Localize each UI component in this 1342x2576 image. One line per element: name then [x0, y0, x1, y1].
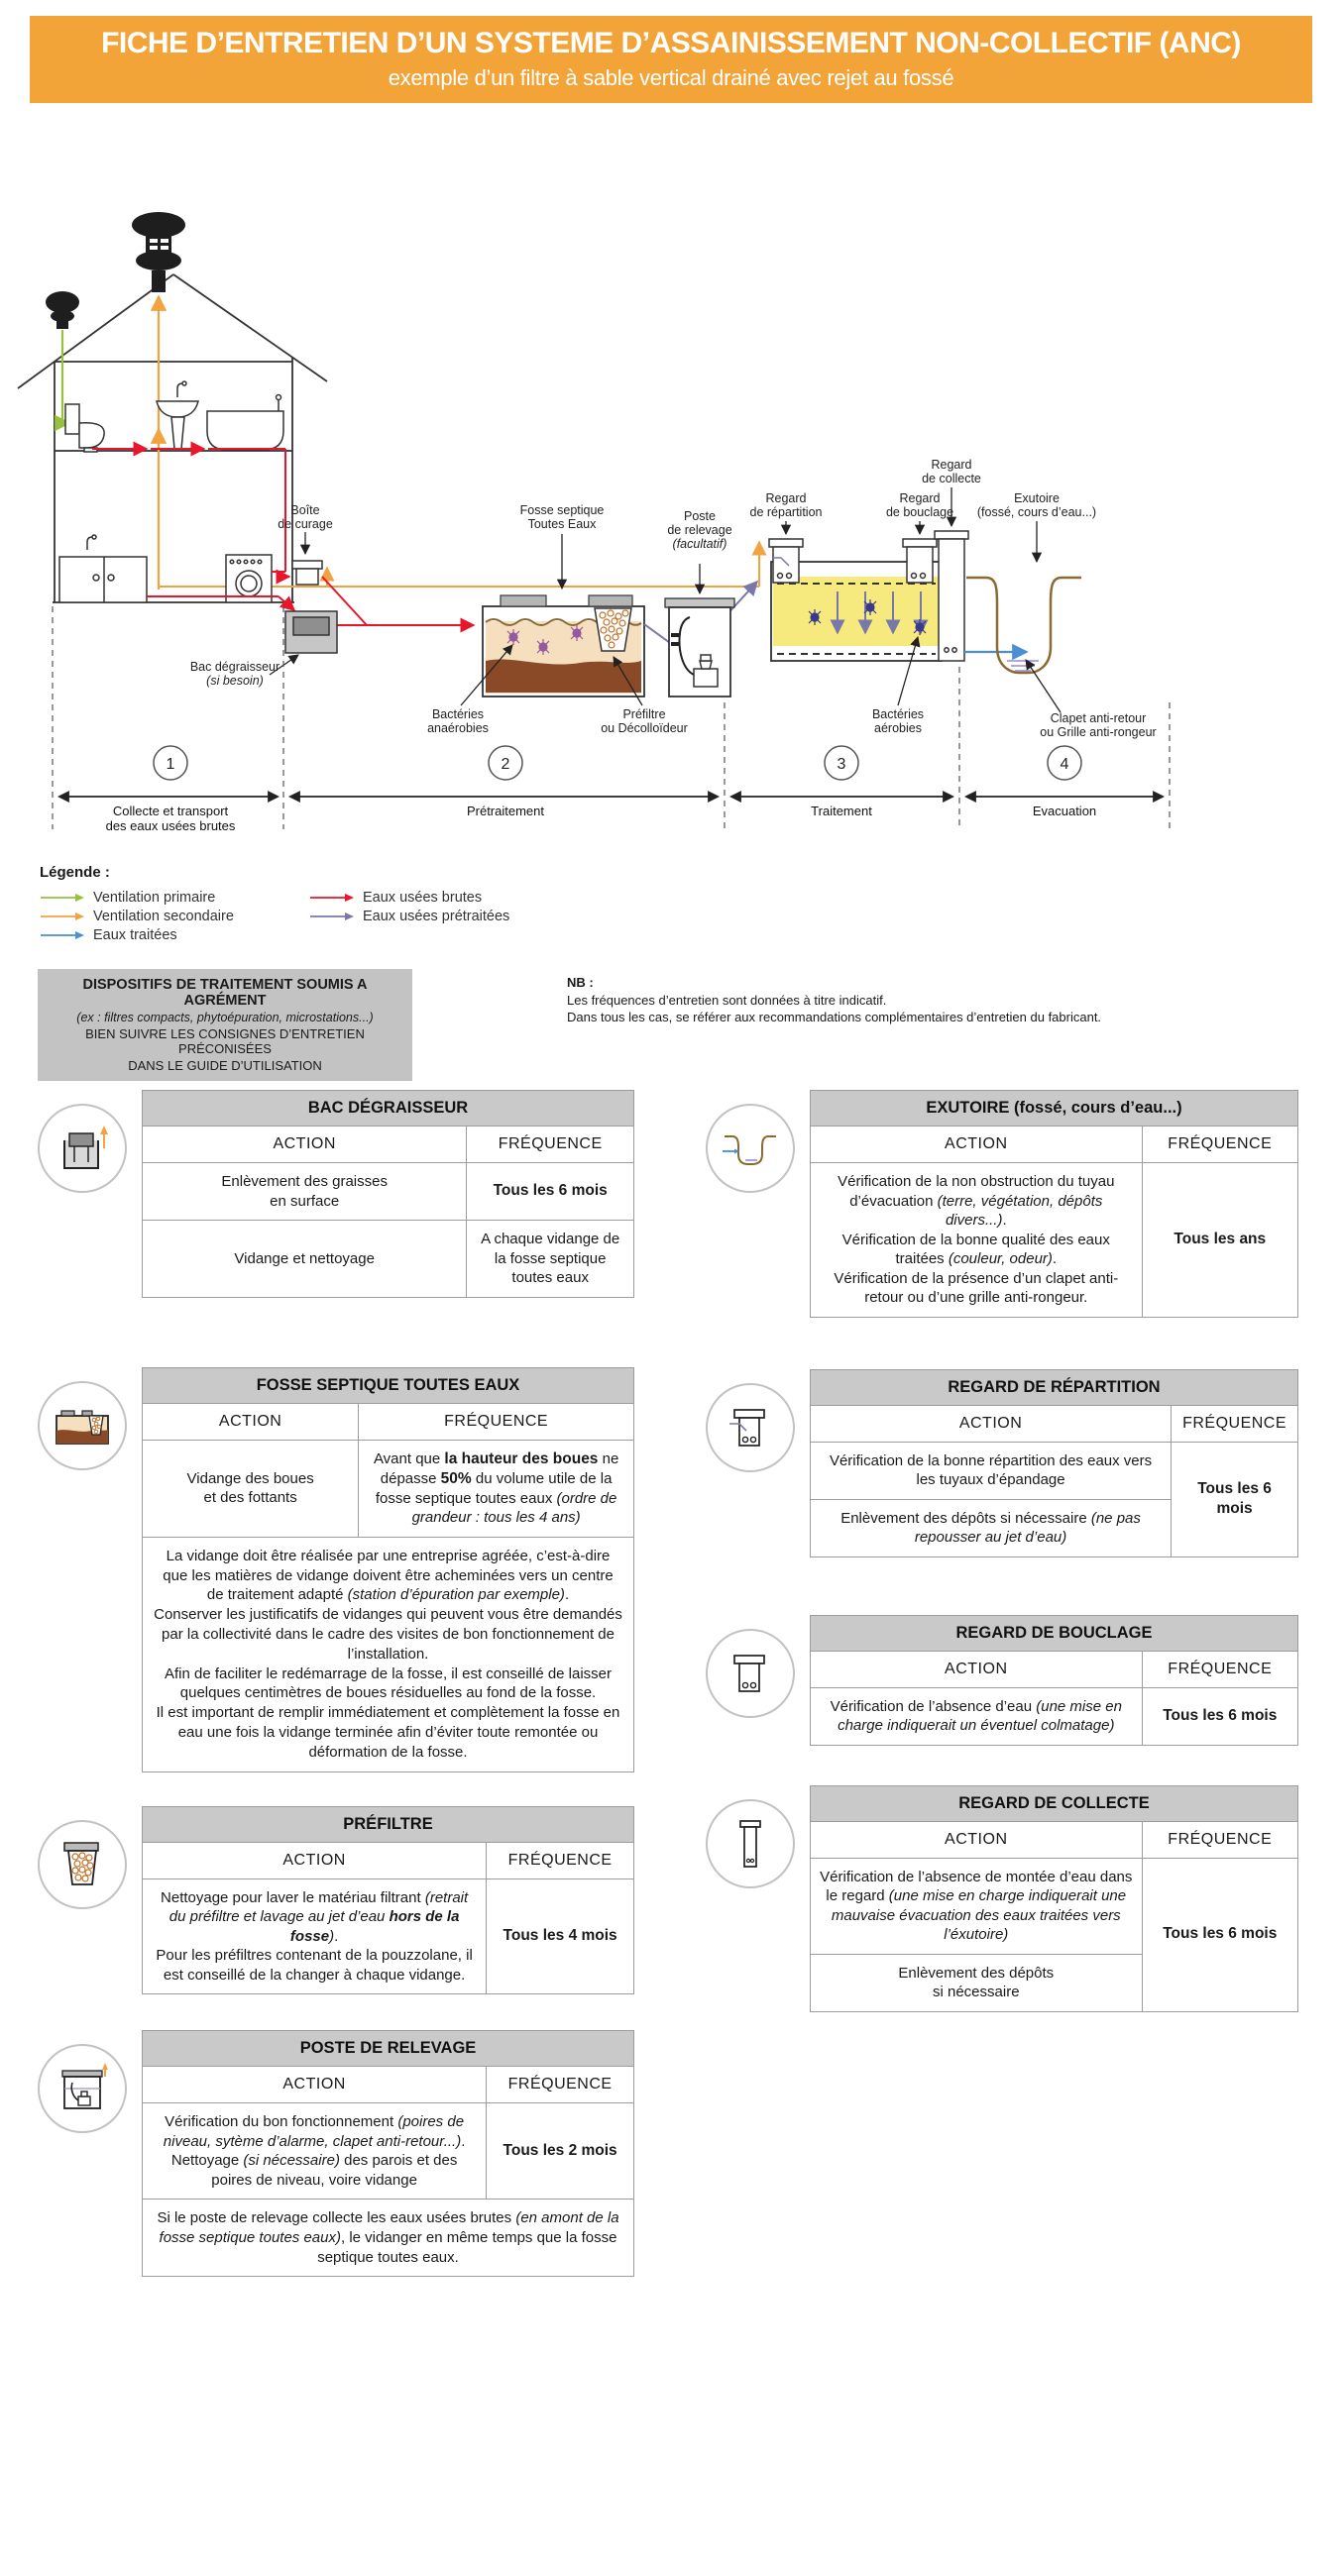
poste-relevage-icon: [38, 2044, 127, 2133]
regard-repartition: [769, 539, 803, 583]
header-band: [30, 16, 1312, 103]
table-cell: Vérification du bon fonctionnement (poires de niveau, sytème d’alarme, clapet anti-retour...). Nettoyage (si nécessaire) des parois et des poires de niveau, voire vidange: [143, 2103, 487, 2200]
table-note: La vidange doit être réalisée par une entreprise agréée, c’est-à-dire que les matières de vidange doivent être acheminées vers un centre de traitement adapté (station d’épuration par exemple). Conserver les justificatifs de vidanges qui peuvent vous être demandés par la collectivité dans le cadre des visites de bon fonctionnement de l’installation. Afin de faciliter le redémarrage de la fosse, il est conseillé de laisser quelques centimètres de boues résiduelles au fond de la fosse. Il est important de remplir immédiatement et complètement la fosse en eau une fois la vidange terminée afin d’éviter toute remontée ou déformation de la fosse.: [143, 1537, 634, 1771]
regard-collecte-table: REGARD DE COLLECTE ACTION FRÉQUENCE Vérification de l’absence de montée d’eau dans le regard (une mise en charge indiquerait une mauvaise évacuation des eaux traitées vers l’éxutoire) Tous les 6 mois Enlèvement des dépôts si nécessaire: [810, 1785, 1298, 2012]
svg-text:anaérobies: anaérobies: [427, 721, 489, 735]
legend-item-eaux-traitees: Eaux traitées: [40, 925, 309, 944]
svg-text:4: 4: [1060, 756, 1069, 773]
regard-bouclage-table: REGARD DE BOUCLAGE ACTION FRÉQUENCE Vérification de l’absence d’eau (une mise en charge indiquerait un éventuel colmatage) Tous les 6 mois: [810, 1615, 1298, 1746]
legend-item-eaux-usees-pretraitees: Eaux usées prétraitées: [309, 907, 579, 925]
phase-4-label: Evacuation: [1032, 804, 1097, 818]
regard-collecte-label: Regard: [931, 458, 972, 472]
table-cell: Vérification de la bonne répartition des eaux vers les tuyaux d’épandage: [811, 1442, 1172, 1499]
svg-text:2: 2: [501, 756, 510, 773]
exutoire-section: [706, 1090, 1298, 1318]
regard-repartition-icon: [706, 1383, 795, 1472]
svg-text:de relevage: de relevage: [667, 523, 732, 537]
table-cell: Tous les 2 mois: [487, 2103, 634, 2200]
fosse-septique-table: FOSSE SEPTIQUE TOUTES EAUX ACTION FRÉQUENCE Vidange des boues et des fottants Avant que la hauteur des boues ne dépasse 50% du volume utile de la fosse septique toutes eaux (ordre de grandeur : tous les 4 ans) La vidange doit être réalisée par une entreprise agréée, c’est-à-dire que les matières de vidange doivent être acheminées vers un centre de traitement adapté (station d’épuration par exemple). Conserver les justificatifs de vidanges qui peuvent vous être demandés par la collectivité dans le cadre des visites de bon fonctionnement de l’installation. Afin de faciliter le redémarrage de la fosse, il est conseillé de laisser quelques centimètres de boues résiduelles au fond de la fosse. Il est important de remplir immédiatement et complètement la fosse en eau une fois la vidange terminée afin d’éviter toute remontée ou déformation de la fosse.: [142, 1367, 634, 1772]
svg-text:de curage: de curage: [278, 517, 333, 531]
table-cell: Enlèvement des graisses en surface: [143, 1163, 467, 1221]
table-title: EXUTOIRE (fossé, cours d’eau...): [811, 1091, 1298, 1127]
table-cell: Vérification de l’absence d’eau (une mise en charge indiquerait un éventuel colmatage): [811, 1687, 1143, 1745]
fosse-exutoire: [966, 578, 1081, 673]
legend-item-ventilation-primaire: Ventilation primaire: [40, 888, 309, 907]
prefiltre-icon: [38, 1820, 127, 1909]
exutoire-label: Exutoire: [1014, 491, 1060, 505]
regard-bouclage-label: Regard: [899, 491, 941, 505]
phase-1-label: Collecte et transport: [112, 804, 229, 818]
agrement-notice-box: DISPOSITIFS DE TRAITEMENT SOUMIS A AGRÉMENT (ex : filtres compacts, phytoépuration, microstations...) BIEN SUIVRE LES CONSIGNES D’ENTRETIEN PRÉCONISÉES DANS LE GUIDE D’UTILISATION: [38, 969, 412, 1081]
svg-text:ou Grille anti-rongeur: ou Grille anti-rongeur: [1040, 725, 1157, 739]
table-cell: Tous les 6 mois: [1142, 1858, 1297, 2011]
phase-arrows: [59, 793, 1163, 802]
bac-degraisseur-table: BAC DÉGRAISSEUR ACTION FRÉQUENCE Enlèvement des graisses en surface Tous les 6 mois Vidange et nettoyage A chaque vidange de la fosse septique toutes eaux: [142, 1090, 634, 1298]
table-title: PRÉFILTRE: [143, 1806, 634, 1842]
legend-item-ventilation-secondaire: Ventilation secondaire: [40, 907, 309, 925]
legend: [40, 864, 579, 944]
bac-degraisseur-icon: [38, 1104, 127, 1193]
table-title: FOSSE SEPTIQUE TOUTES EAUX: [143, 1367, 634, 1403]
fosse-septique-label: Fosse septique: [519, 503, 605, 517]
page-subtitle: exemple d’un filtre à sable vertical drainé avec rejet au fossé: [388, 64, 954, 90]
table-cell: Avant que la hauteur des boues ne dépasse 50% du volume utile de la fosse septique toutes eaux (ordre de grandeur : tous les 4 ans): [359, 1440, 634, 1537]
svg-text:ou Décolloïdeur: ou Décolloïdeur: [601, 721, 688, 735]
poste-relevage-section: [38, 2030, 634, 2277]
poste-relevage-table: POSTE DE RELEVAGE ACTION FRÉQUENCE Vérification du bon fonctionnement (poires de niveau, sytème d’alarme, clapet anti-retour...). Nettoyage (si nécessaire) des parois et des poires de niveau, voire vidange Tous les 2 mois Si le poste de relevage collecte les eaux usées brutes (en amont de la fosse septique toutes eaux), le vidanger en même temps que la fosse septique toutes eaux.: [142, 2030, 634, 2277]
system-diagram: [0, 114, 1342, 837]
arrow-icon: [309, 912, 355, 921]
table-note: Si le poste de relevage collecte les eaux usées brutes (en amont de la fosse septique toutes eaux), le vidanger en même temps que la fosse septique toutes eaux.: [143, 2200, 634, 2277]
svg-text:de répartition: de répartition: [749, 505, 823, 519]
svg-text:Toutes Eaux: Toutes Eaux: [527, 517, 597, 531]
phase-2-label: Prétraitement: [466, 804, 545, 818]
arrow-icon: [40, 893, 85, 903]
svg-text:des eaux usées brutes: des eaux usées brutes: [105, 818, 236, 833]
table-cell: Tous les 4 mois: [487, 1878, 634, 1994]
svg-text:(fossé, cours d’eau...): (fossé, cours d’eau...): [976, 505, 1097, 519]
regard-bouclage-icon: [706, 1629, 795, 1718]
exutoire-table: EXUTOIRE (fossé, cours d’eau...) ACTION FRÉQUENCE Vérification de la non obstruction du tuyau d’évacuation (terre, végétation, dépôts divers...). Vérification de la bonne qualité des eaux traitées (couleur, odeur). Vérification de la présence d’un clapet anti-retour ou d’une grille anti-rongeur. Tous les ans: [810, 1090, 1298, 1318]
svg-text:(facultatif): (facultatif): [672, 537, 727, 551]
prefiltre-table: PRÉFILTRE ACTION FRÉQUENCE Nettoyage pour laver le matériau filtrant (retrait du préfiltre et lavage au jet d’eau hors de la fosse). Pour les préfiltres contenant de la pouzzolane, il est conseillé de la changer à chaque vidange. Tous les 4 mois: [142, 1806, 634, 1995]
fosse-septique: [483, 595, 644, 697]
boite-curage-label: Boîte: [290, 503, 320, 517]
regard-collecte-section: [706, 1785, 1298, 2012]
svg-text:3: 3: [837, 756, 846, 773]
table-cell: Tous les 6 mois: [467, 1163, 634, 1221]
regard-bouclage-section: [706, 1615, 1298, 1746]
poste-relevage: [665, 598, 734, 697]
kitchen-cabinets-icon: [59, 535, 147, 602]
prefiltre-label: Préfiltre: [622, 707, 666, 721]
arrow-icon: [40, 930, 85, 940]
page-title: FICHE D’ENTRETIEN D’UN SYSTEME D’ASSAINISSEMENT NON-COLLECTIF (ANC): [101, 27, 1241, 60]
table-title: BAC DÉGRAISSEUR: [143, 1091, 634, 1127]
sink-icon: [157, 381, 198, 449]
svg-text:de collecte: de collecte: [922, 472, 981, 485]
legend-title: Légende :: [40, 864, 110, 881]
roof-vent-icon: [132, 212, 185, 292]
regard-collecte-icon: [706, 1799, 795, 1888]
table-title: REGARD DE COLLECTE: [811, 1785, 1298, 1821]
exutoire-icon: [706, 1104, 795, 1193]
regard-bouclage: [903, 539, 937, 583]
table-cell: Vidange des boues et des fottants: [143, 1440, 359, 1537]
bacteries-anaerobies-label: Bactéries: [431, 707, 485, 721]
table-cell: Enlèvement des dépôts si nécessaire (ne pas repousser au jet d’eau): [811, 1499, 1172, 1556]
table-cell: Tous les 6 mois: [1172, 1442, 1298, 1556]
table-cell: Enlèvement des dépôts si nécessaire: [811, 1954, 1143, 2011]
small-vent-icon: [46, 291, 79, 329]
bac-degraisseur-label: Bac dégraisseur: [189, 660, 280, 674]
bathtub-icon: [207, 395, 283, 451]
table-cell: Nettoyage pour laver le matériau filtrant (retrait du préfiltre et lavage au jet d’eau hors de la fosse). Pour les préfiltres contenant de la pouzzolane, il est conseillé de la changer à chaque vidange.: [143, 1878, 487, 1994]
regard-repartition-table: REGARD DE RÉPARTITION ACTION FRÉQUENCE Vérification de la bonne répartition des eaux vers les tuyaux d’épandage Tous les 6 mois Enlèvement des dépôts si nécessaire (ne pas repousser au jet d’eau): [810, 1369, 1298, 1557]
bac-degraisseur-section: [38, 1090, 634, 1298]
fosse-septique-section: [38, 1367, 634, 1772]
phase-3-label: Traitement: [811, 804, 872, 818]
regard-collecte: [935, 531, 968, 661]
regard-repartition-label: Regard: [765, 491, 807, 505]
bacteries-aerobies-label: Bactéries: [871, 707, 925, 721]
prefiltre-section: [38, 1806, 634, 1995]
bac-degraisseur: [285, 611, 337, 653]
regard-repartition-section: [706, 1369, 1298, 1557]
legend-item-eaux-usees-brutes: Eaux usées brutes: [309, 888, 579, 907]
svg-text:1: 1: [166, 756, 175, 773]
svg-text:(si besoin): (si besoin): [206, 674, 264, 688]
table-cell: Tous les ans: [1142, 1163, 1297, 1318]
ventilation-primaire-pipe: [62, 296, 159, 590]
poste-relevage-label: Poste: [684, 509, 716, 523]
table-title: REGARD DE RÉPARTITION: [811, 1369, 1298, 1405]
svg-text:de bouclage: de bouclage: [885, 505, 954, 519]
arrow-icon: [309, 893, 355, 903]
table-cell: Vérification de l’absence de montée d’eau dans le regard (une mise en charge indiquerait une mauvaise évacuation des eaux traitées vers l’éxutoire): [811, 1858, 1143, 1954]
table-title: REGARD DE BOUCLAGE: [811, 1615, 1298, 1651]
table-cell: Vérification de la non obstruction du tuyau d’évacuation (terre, végétation, dépôts divers...). Vérification de la bonne qualité des eaux traitées (couleur, odeur). Vérification de la présence d’un clapet anti-retour ou d’une grille anti-rongeur.: [811, 1163, 1143, 1318]
table-cell: A chaque vidange de la fosse septique toutes eaux: [467, 1221, 634, 1298]
table-cell: Tous les 6 mois: [1142, 1687, 1297, 1745]
phase-numbers: [154, 746, 1081, 780]
table-title: POSTE DE RELEVAGE: [143, 2031, 634, 2067]
toilet-icon: [65, 404, 104, 452]
clapet-label: Clapet anti-retour: [1050, 711, 1147, 725]
table-cell: Vidange et nettoyage: [143, 1221, 467, 1298]
washing-machine-icon: [226, 555, 272, 602]
boite-curage: [292, 561, 322, 585]
arrow-icon: [40, 912, 85, 921]
fosse-septique-icon: [38, 1381, 127, 1470]
svg-text:aérobies: aérobies: [874, 721, 922, 735]
nb-note: NB : Les fréquences d’entretien sont données à titre indicatif. Dans tous les cas, se référer aux recommandations complémentaires d’entretien du fabricant.: [567, 975, 1102, 1025]
